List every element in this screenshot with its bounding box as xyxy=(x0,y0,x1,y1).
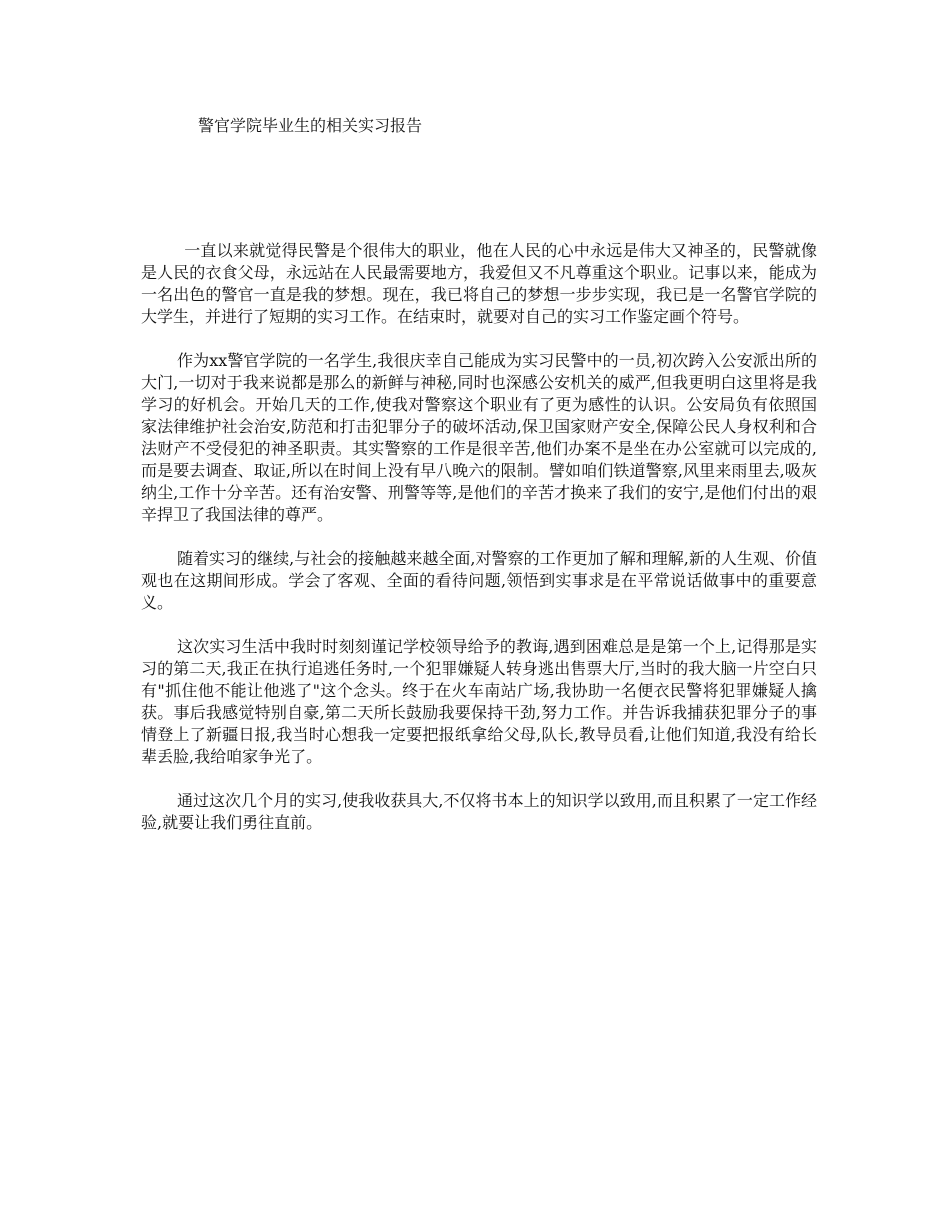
document-title: 警官学院毕业生的相关实习报告 xyxy=(198,116,423,135)
document-body xyxy=(141,240,817,856)
paragraph-social-contact: 随着实习的继续,与社会的接触越来越全面,对警察的工作更加了解和理解,新的人生观、价值观也在这期间形成。学会了客观、全面的看待问题,领悟到实事求是在平常说话做事中的重要意义。 xyxy=(141,549,817,612)
paragraph-conclusion: 通过这次几个月的实习,使我收获具大,不仅将书本上的知识学以致用,而且积累了一定工作经验,就要让我们勇往直前。 xyxy=(141,791,817,832)
paragraph-police-station: 作为xx警官学院的一名学生,我很庆幸自己能成为实习民警中的一员,初次跨入公安派出所的大门,一切对于我来说都是那么的新鲜与神秘,同时也深感公安机关的威严,但我更明白这里将是我学习的好机会。开始几天的工作,使我对警察这个职业有了更为感性的认识。公安局负有依照国家法律维护社会治安,防范和打击犯罪分子的破坏活动,保卫国家财产安全,保障公民人身权利和合法财产不受侵犯的神圣职责。其实警察的工作是很辛苦,他们办案不是坐在办公室就可以完成的,而是要去调查、取证,所以在时间上没有早八晚六的限制。譬如咱们铁道警察,风里来雨里去,吸灰纳尘,工作十分辛苦。还有治安警、刑警等等,是他们的辛苦才换来了我们的安宁,是他们付出的艰辛捍卫了我国法律的尊严。 xyxy=(141,351,817,524)
paragraph-chase-story: 这次实习生活中我时时刻刻谨记学校领导给予的教诲,遇到困难总是是第一个上,记得那是实习的第二天,我正在执行追逃任务时,一个犯罪嫌疑人转身逃出售票大厅,当时的我大脑一片空白只有"抓住他不能让他逃了"这个念头。终于在火车南站广场,我协助一名便衣民警将犯罪嫌疑人擒获。事后我感觉特别自豪,第二天所长鼓励我要保持干劲,努力工作。并告诉我捕获犯罪分子的事情登上了新疆日报,我当时心想我一定要把报纸拿给父母,队长,教导员看,让他们知道,我没有给长辈丢脸,我给咱家争光了。 xyxy=(141,637,817,766)
paragraph-intro: 一直以来就觉得民警是个很伟大的职业，他在人民的心中永远是伟大又神圣的，民警就像是人民的衣食父母，永远站在人民最需要地方，我爱但又不凡尊重这个职业。记事以来，能成为一名出色的警官一直是我的梦想。现在，我已将自己的梦想一步步实现，我已是一名警官学院的大学生，并进行了短期的实习工作。在结束时，就要对自己的实习工作鉴定画个符号。 xyxy=(141,241,817,326)
